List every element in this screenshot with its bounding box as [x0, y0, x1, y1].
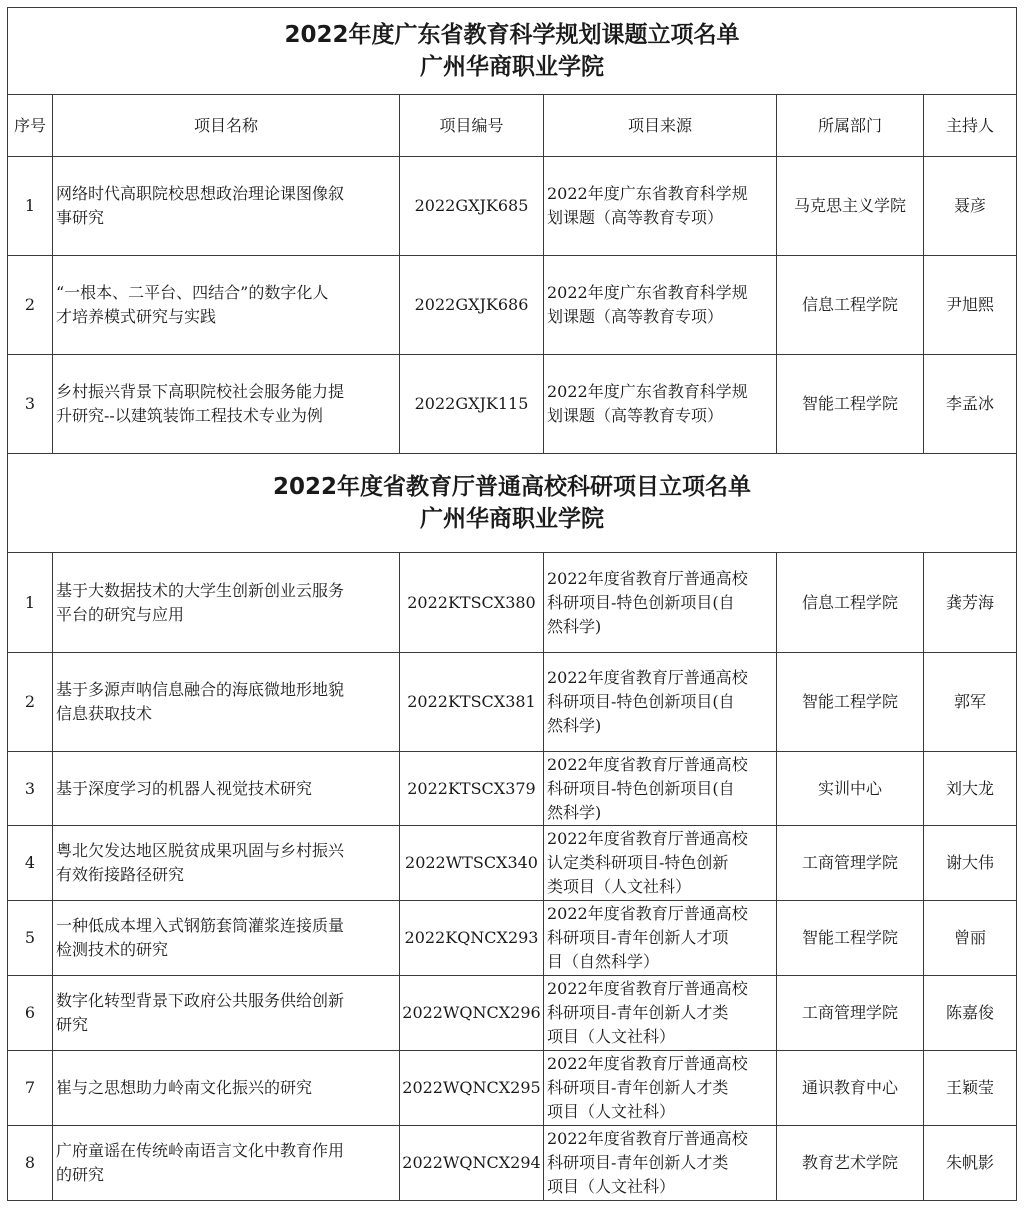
project-source-line: 类项目（人文社科）	[547, 877, 692, 896]
department: 信息工程学院	[777, 256, 924, 355]
project-name-line: 平台的研究与应用	[56, 604, 185, 624]
project-name-line: 信息获取技术	[56, 704, 153, 723]
project-source-line: 然科学)	[547, 716, 602, 735]
department: 工商管理学院	[777, 976, 924, 1051]
project-name-line: “一根本、二平台、四结合”的数字化人	[56, 283, 329, 302]
project-name-line: 升研究--以建筑装饰工程技术专业为例	[56, 406, 323, 425]
row-number: 5	[8, 901, 53, 976]
project-source	[544, 826, 777, 901]
department: 智能工程学院	[777, 653, 924, 752]
project-source-line: 2022年度广东省教育科学规	[547, 382, 748, 401]
project-name-line: 研究	[56, 1015, 89, 1034]
table-row	[8, 752, 1017, 826]
project-source-line: 项目（人文社科）	[547, 1102, 676, 1121]
project-source	[544, 752, 777, 826]
section2-title: 2022年度省教育厅普通高校科研项目立项名单	[273, 474, 752, 500]
section1-title-cell	[8, 8, 1017, 95]
host-name: 聂彦	[924, 157, 1017, 256]
host-name: 郭军	[924, 653, 1017, 752]
project-source-line: 科研项目-青年创新人才类	[547, 1003, 729, 1022]
department: 工商管理学院	[777, 826, 924, 901]
project-name-line: 有效衔接路径研究	[56, 865, 185, 884]
header-name: 项目名称	[53, 95, 400, 157]
project-source-line: 项目（人文社科）	[547, 1177, 676, 1196]
project-name	[53, 355, 400, 454]
host-name: 王颖莹	[924, 1051, 1017, 1126]
department: 信息工程学院	[777, 553, 924, 653]
section2-subtitle: 广州华商职业学院	[420, 506, 604, 532]
project-source-line: 项目（人文社科）	[547, 1027, 676, 1046]
table-row	[8, 157, 1017, 256]
project-code: 2022WTSCX340	[400, 826, 544, 901]
host-name: 李孟冰	[924, 355, 1017, 454]
project-name-line: 崔与之思想助力岭南文化振兴的研究	[56, 1078, 313, 1097]
project-source-line: 然科学)	[547, 616, 602, 636]
project-name-line: 事研究	[56, 208, 105, 227]
row-number: 2	[8, 256, 53, 355]
project-name-line: 数字化转型背景下政府公共服务供给创新	[56, 991, 345, 1010]
project-source-line: 2022年度省教育厅普通高校	[547, 829, 748, 848]
row-number: 4	[8, 826, 53, 901]
project-source	[544, 1051, 777, 1126]
table-row	[8, 976, 1017, 1051]
table-row	[8, 1051, 1017, 1126]
project-source-line: 然科学)	[547, 802, 602, 822]
project-name-line: 粤北欠发达地区脱贫成果巩固与乡村振兴	[56, 841, 345, 860]
project-source-line: 2022年度省教育厅普通高校	[547, 1129, 748, 1148]
header-row	[8, 95, 1017, 157]
department: 智能工程学院	[777, 355, 924, 454]
header-host: 主持人	[924, 95, 1017, 157]
project-source-line: 划课题（高等教育专项）	[547, 208, 724, 227]
table-row	[8, 826, 1017, 901]
project-name	[53, 553, 400, 653]
project-source-line: 2022年度省教育厅普通高校	[547, 1054, 748, 1073]
section1-title-row	[8, 8, 1017, 95]
project-source	[544, 157, 777, 256]
project-source-line: 科研项目-青年创新人才类	[547, 1078, 729, 1097]
project-source	[544, 901, 777, 976]
project-code: 2022KQNCX293	[400, 901, 544, 976]
host-name: 尹旭熙	[924, 256, 1017, 355]
department: 实训中心	[777, 752, 924, 826]
project-name-line: 检测技术的研究	[56, 940, 169, 959]
project-name-line: 的研究	[56, 1165, 105, 1184]
row-number: 7	[8, 1051, 53, 1126]
department: 通识教育中心	[777, 1051, 924, 1126]
project-code: 2022GXJK685	[400, 157, 544, 256]
project-source-line: 科研项目-特色创新项目(自	[547, 778, 735, 798]
host-name: 曾丽	[924, 901, 1017, 976]
project-source	[544, 256, 777, 355]
project-source	[544, 1126, 777, 1201]
row-number: 3	[8, 752, 53, 826]
section2-title-row	[8, 454, 1017, 553]
project-source-line: 划课题（高等教育专项）	[547, 307, 724, 326]
project-source-line: 2022年度省教育厅普通高校	[547, 754, 748, 774]
row-number: 6	[8, 976, 53, 1051]
project-name	[53, 1051, 400, 1126]
project-code: 2022WQNCX296	[400, 976, 544, 1051]
row-number: 2	[8, 653, 53, 752]
project-code: 2022KTSCX380	[400, 553, 544, 653]
table-row	[8, 256, 1017, 355]
table-row	[8, 1126, 1017, 1201]
project-source	[544, 355, 777, 454]
project-name-line: 才培养模式研究与实践	[56, 307, 217, 326]
project-source-line: 划课题（高等教育专项）	[547, 406, 724, 425]
table-row	[8, 901, 1017, 976]
project-source-line: 科研项目-特色创新项目(自	[547, 692, 735, 711]
project-code: 2022WQNCX295	[400, 1051, 544, 1126]
host-name: 朱帆影	[924, 1126, 1017, 1201]
section2-title-cell	[8, 454, 1017, 553]
project-code: 2022KTSCX381	[400, 653, 544, 752]
project-source-line: 科研项目-特色创新项目(自	[547, 592, 735, 612]
host-name: 龚芳海	[924, 553, 1017, 653]
project-list-table	[7, 7, 1017, 1201]
project-source	[544, 553, 777, 653]
department: 智能工程学院	[777, 901, 924, 976]
project-name	[53, 256, 400, 355]
project-name-line: 一种低成本埋入式钢筋套筒灌浆连接质量	[56, 916, 345, 935]
project-source-line: 2022年度广东省教育科学规	[547, 283, 748, 302]
project-source-line: 科研项目-青年创新人才类	[547, 1153, 729, 1172]
project-source-line: 2022年度省教育厅普通高校	[547, 979, 748, 998]
table-row	[8, 355, 1017, 454]
table-body	[8, 8, 1017, 1201]
project-source	[544, 653, 777, 752]
host-name: 陈嘉俊	[924, 976, 1017, 1051]
project-source-line: 2022年度省教育厅普通高校	[547, 904, 748, 923]
host-name: 刘大龙	[924, 752, 1017, 826]
project-source-line: 认定类科研项目-特色创新	[547, 853, 729, 872]
row-number: 8	[8, 1126, 53, 1201]
project-name	[53, 976, 400, 1051]
department: 马克思主义学院	[777, 157, 924, 256]
project-name-line: 网络时代高职院校思想政治理论课图像叙	[56, 184, 345, 203]
header-source: 项目来源	[544, 95, 777, 157]
project-name-line: 基于大数据技术的大学生创新创业云服务	[56, 580, 345, 600]
project-code: 2022GXJK115	[400, 355, 544, 454]
project-name-line: 基于深度学习的机器人视觉技术研究	[56, 778, 313, 798]
department: 教育艺术学院	[777, 1126, 924, 1201]
header-dept: 所属部门	[777, 95, 924, 157]
project-name-line: 基于多源声呐信息融合的海底微地形地貌	[56, 680, 345, 699]
project-source-line: 科研项目-青年创新人才项	[547, 928, 729, 947]
project-source-line: 2022年度省教育厅普通高校	[547, 668, 748, 687]
project-name	[53, 901, 400, 976]
project-source-line: 2022年度省教育厅普通高校	[547, 568, 748, 588]
project-name	[53, 653, 400, 752]
project-source-line: 2022年度广东省教育科学规	[547, 184, 748, 203]
project-name	[53, 826, 400, 901]
row-number: 3	[8, 355, 53, 454]
row-number: 1	[8, 553, 53, 653]
header-no: 序号	[8, 95, 53, 157]
project-name-line: 广府童谣在传统岭南语言文化中教育作用	[56, 1141, 345, 1160]
row-number: 1	[8, 157, 53, 256]
project-name	[53, 1126, 400, 1201]
host-name: 谢大伟	[924, 826, 1017, 901]
table-row	[8, 653, 1017, 752]
section1-subtitle: 广州华商职业学院	[420, 54, 604, 80]
project-code: 2022GXJK686	[400, 256, 544, 355]
header-code: 项目编号	[400, 95, 544, 157]
project-name	[53, 752, 400, 826]
project-source	[544, 976, 777, 1051]
project-code: 2022WQNCX294	[400, 1126, 544, 1201]
section1-title: 2022年度广东省教育科学规划课题立项名单	[284, 22, 740, 48]
project-name-line: 乡村振兴背景下高职院校社会服务能力提	[56, 382, 345, 401]
project-code: 2022KTSCX379	[400, 752, 544, 826]
project-source-line: 目（自然科学）	[547, 952, 660, 971]
project-name	[53, 157, 400, 256]
table-row	[8, 553, 1017, 653]
